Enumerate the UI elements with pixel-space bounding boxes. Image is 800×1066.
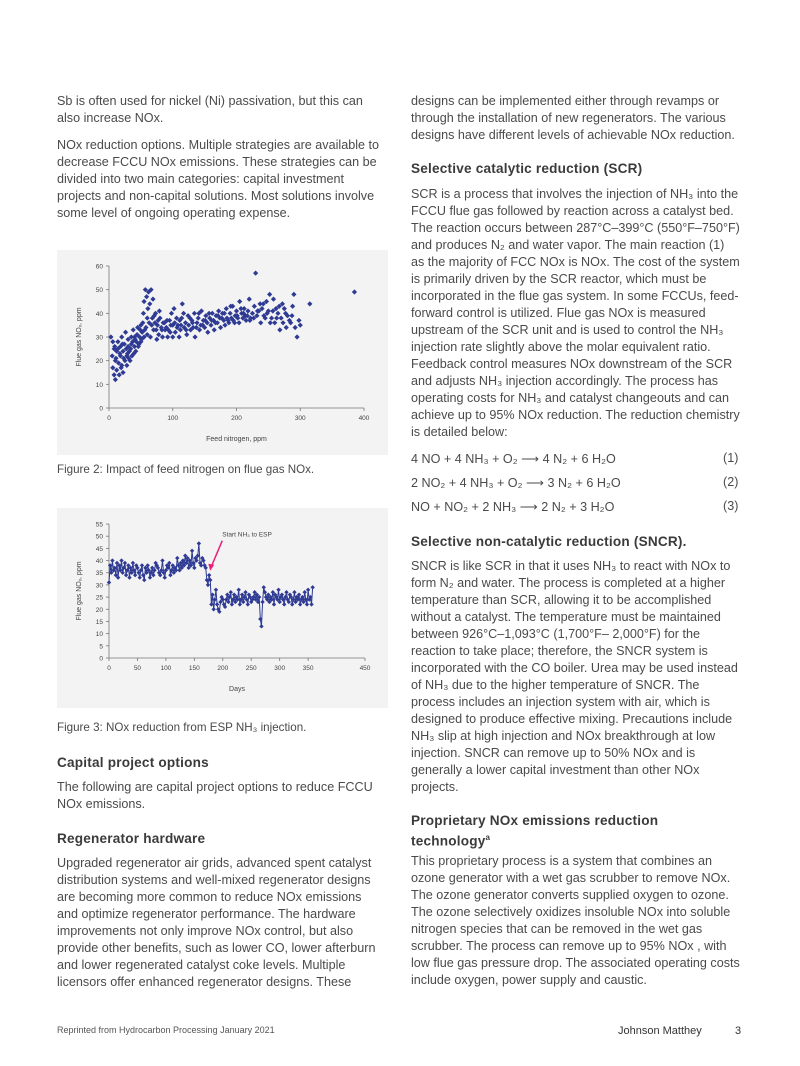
data-point [246, 602, 250, 606]
x-tick-label: 400 [358, 415, 370, 422]
data-point [133, 573, 137, 577]
data-point [228, 311, 233, 316]
data-point [168, 573, 172, 577]
data-point [141, 311, 146, 316]
annotation-arrow-line [211, 541, 222, 567]
data-point [271, 297, 276, 302]
y-tick-label: 5 [99, 643, 103, 651]
data-point [290, 304, 295, 309]
y-tick-label: 45 [95, 545, 103, 553]
equation-1-number: (1) [723, 451, 739, 465]
figure-3-caption: Figure 3: NOx reduction from ESP NH₃ injection. [57, 721, 307, 734]
data-point [181, 311, 186, 316]
x-axis-label: Feed nitrogen, ppm [206, 436, 267, 443]
data-point [119, 334, 124, 339]
data-point [124, 573, 128, 577]
data-point [177, 334, 182, 339]
data-point [173, 330, 178, 335]
equation-3-number: (3) [723, 499, 739, 513]
data-point [274, 315, 279, 320]
data-point [147, 301, 152, 306]
data-point [150, 297, 155, 302]
y-tick-label: 60 [95, 263, 103, 271]
footer-brand: Johnson Matthey [618, 1025, 702, 1037]
paragraph-regenerator-hardware: Upgraded regenerator air grids, advanced spent catalyst distribution systems and well-mixed regenerator designs are becoming more common to reduce NOx emissions and optimize regenerator performance. The hardware improvements not only improve NOx control, but also provide other benefits, such as lower CO, lower afterburn and lower regenerated catalyst coke levels. Multiple licensors offer enhanced regenerator designs. These [57, 856, 376, 989]
data-point [238, 306, 243, 311]
heading-scr: Selective catalytic reduction (SCR) [411, 161, 643, 176]
data-point [293, 325, 298, 330]
data-point [142, 578, 146, 582]
paragraph-scr: SCR is a process that involves the injection of NH₃ into the FCCU flue gas followed by reaction across a catalyst bed. The reaction occurs between 287°C–399°C (550°F–750°F) and produces N₂ and water vapor. The main reaction (1) as the majority of FCC NOx is NOx. The cost of the system is primarily driven by the SCR reactor, which must be incorporated in the flue gas system. In some FCCUs, feed-forward control is utilized. Flue gas NOx is measured upstream of the SCR unit and is used to control the NH₃ injection rate slightly above the molar equivalent ratio. Feedback control measures NOx downstream of the SCR and adjusts NH₃ injection accordingly. The process has operating costs for NH₃ and catalyst changeouts and can achieve up to 95% NOx reduction. The reduction chemistry is detailed below: [411, 187, 740, 439]
y-tick-label: 10 [95, 381, 103, 389]
y-tick-label: 40 [95, 310, 103, 318]
y-tick-label: 25 [95, 594, 103, 602]
data-point [207, 573, 211, 577]
data-point [190, 549, 194, 553]
data-point [140, 563, 144, 567]
data-point [257, 301, 262, 306]
data-point [131, 327, 136, 332]
x-tick-label: 100 [160, 665, 172, 672]
y-tick-label: 30 [95, 582, 103, 590]
data-point [309, 602, 313, 606]
data-point [160, 558, 164, 562]
data-point [138, 575, 142, 579]
paragraph-sncr: SNCR is like SCR in that it uses NH₃ to react with NOx to form N₂ and water. The process is completed at a higher temperature than SCR, allowing it to be accomplished without a catalyst. The temperature must be maintained between 926°C–1,093°C (1,700°F– 2,000°F) for the reaction to take place; therefore, the SNCR system is incorporated with the CO boiler. Urea may be used instead of NH₃ due to the higher temperature of SNCR. The process includes an injection system with air, which is designed to produce effective mixing. Precautions include NH₃ slip at high injection and NOx breakthrough at low injection. SNCR can remove up to 50% NOx and is generally a lower capital investment than other NOx projects. [411, 559, 738, 794]
y-tick-label: 50 [95, 287, 103, 295]
data-point [154, 337, 159, 342]
y-tick-label: 15 [95, 618, 103, 626]
data-point [237, 588, 241, 592]
data-point [252, 304, 257, 309]
equation-3: NO + NO₂ + 2 NH₃ ⟶ 2 N₂ + 3 H₂O [411, 500, 615, 514]
x-tick-label: 200 [217, 665, 229, 672]
data-point [234, 308, 239, 313]
y-tick-label: 10 [95, 631, 103, 639]
data-point [262, 585, 266, 589]
y-tick-label: 55 [95, 521, 103, 529]
data-point [211, 607, 215, 611]
data-point [110, 558, 114, 562]
data-point [289, 313, 294, 318]
data-point [163, 575, 167, 579]
heading-sncr: Selective non-catalytic reduction (SNCR). [411, 534, 687, 549]
heading-proprietary [411, 812, 711, 850]
heading-capital-projects: Capital project options [57, 755, 209, 770]
y-tick-label: 40 [95, 558, 103, 566]
data-point [284, 590, 288, 594]
data-point [123, 561, 127, 565]
x-tick-label: 150 [188, 665, 200, 672]
x-tick-label: 100 [167, 415, 179, 422]
data-point [290, 602, 294, 606]
footer-source: Reprinted from Hydrocarbon Processing January 2021 [57, 1025, 275, 1035]
data-point [205, 330, 210, 335]
data-point [192, 311, 197, 316]
data-point [259, 624, 263, 628]
data-point [197, 541, 201, 545]
data-point [275, 311, 280, 316]
x-tick-label: 0 [107, 415, 111, 422]
paragraph-sb-passivation: Sb is often used for nickel (Ni) passivation, but this can also increase NOx. [57, 94, 363, 125]
heading-regenerator-hardware: Regenerator hardware [57, 831, 206, 846]
data-point [123, 330, 128, 335]
data-point [302, 590, 306, 594]
annotation-arrow-head [208, 564, 214, 571]
data-point [230, 602, 234, 606]
data-point [124, 363, 129, 368]
paragraph-capital-projects: The following are capital project options to reduce FCCU NOx emissions. [57, 780, 373, 811]
data-point [192, 566, 196, 570]
data-point [280, 320, 285, 325]
equation-1: 4 NO + 4 NH₃ + O₂ ⟶ 4 N₂ + 6 H₂O [411, 452, 616, 466]
data-point [127, 575, 131, 579]
heading-proprietary-text: Proprietary NOx emissions reduction technology [411, 813, 659, 849]
y-tick-label: 20 [95, 358, 103, 366]
data-point [307, 301, 312, 306]
data-point [112, 372, 117, 377]
data-point [272, 602, 276, 606]
data-point [282, 306, 287, 311]
figure-2-chart [57, 250, 388, 455]
data-point [294, 334, 299, 339]
data-point [107, 580, 111, 584]
data-point [282, 602, 286, 606]
data-point [298, 323, 303, 328]
x-tick-label: 50 [133, 665, 142, 672]
y-tick-label: 0 [99, 655, 103, 663]
data-point [144, 294, 149, 299]
y-tick-label: 30 [95, 334, 103, 342]
data-point [291, 292, 296, 297]
data-point [238, 602, 242, 606]
data-point [131, 561, 135, 565]
data-point [110, 339, 115, 344]
data-point [268, 320, 273, 325]
x-tick-label: 300 [294, 415, 306, 422]
data-point [298, 602, 302, 606]
x-tick-label: 0 [107, 665, 111, 672]
data-point [145, 315, 150, 320]
data-point [148, 575, 152, 579]
data-point [224, 306, 229, 311]
data-point [113, 377, 118, 382]
series-line [109, 543, 313, 626]
data-point [253, 271, 258, 276]
data-point [296, 318, 301, 323]
equation-2-number: (2) [723, 475, 739, 489]
paragraph-proprietary: This proprietary process is a system that combines an ozone generator with a wet gas scrubber to remove NOx. The ozone generator converts supplied oxygen to ozone. The ozone selectively oxidizes insoluble NOx into soluble nitrogen species that can be removed in the wet gas scrubber. The process can remove up to 95% NOx , with low flue gas pressure drop. The associated operating costs include oxygen, power supply and caustic. [411, 854, 740, 987]
y-tick-label: 20 [95, 606, 103, 614]
footer-page-number: 3 [735, 1025, 742, 1037]
data-point [180, 301, 185, 306]
data-point [352, 289, 357, 294]
data-point [267, 292, 272, 297]
data-point [243, 590, 247, 594]
data-point [184, 332, 189, 337]
annotation-label: Start NH₃ to ESP [222, 531, 272, 539]
x-tick-label: 450 [359, 665, 371, 672]
data-point [306, 588, 310, 592]
data-point [269, 315, 274, 320]
data-point [169, 311, 174, 316]
y-tick-label: 50 [95, 533, 103, 541]
data-point [192, 334, 197, 339]
data-point [171, 306, 176, 311]
data-point [250, 311, 255, 316]
data-point [218, 325, 223, 330]
x-tick-label: 350 [302, 665, 314, 672]
x-tick-label: 250 [245, 665, 257, 672]
data-point [237, 299, 242, 304]
data-point [170, 334, 175, 339]
data-point [277, 327, 282, 332]
data-point [206, 583, 210, 587]
equation-2: 2 NO₂ + 4 NH₃ + O₂ ⟶ 3 N₂ + 6 H₂O [411, 476, 621, 490]
paragraph-nox-options: NOx reduction options. Multiple strategies are available to decrease FCCU NOx emissions. These strategies can be divided into two main categories: capital investment projects and non-capital solutions. Most solutions involve some level of ongoing operating expense. [57, 138, 380, 220]
data-point [276, 588, 280, 592]
x-axis-label: Days [229, 686, 245, 693]
data-point [292, 590, 296, 594]
data-point [119, 558, 123, 562]
y-tick-label: 0 [99, 405, 103, 413]
figure-3-line-plot [57, 508, 388, 708]
figure-3-chart [57, 508, 388, 708]
figure-2-scatter-plot [57, 250, 388, 455]
x-tick-label: 300 [274, 665, 286, 672]
data-point [212, 327, 217, 332]
data-point [229, 590, 233, 594]
data-point [236, 320, 241, 325]
data-point [272, 320, 277, 325]
x-tick-label: 200 [231, 415, 242, 422]
y-axis-label: Flue gas NOₓ, ppm [76, 307, 83, 367]
data-point [310, 585, 314, 589]
data-point [145, 306, 150, 311]
figure-2-caption: Figure 2: Impact of feed nitrogen on flue gas NOx. [57, 463, 315, 476]
data-point [279, 315, 284, 320]
data-point [196, 315, 201, 320]
y-axis-label: Flue gas NOₓ, ppm [76, 561, 83, 621]
data-point [141, 299, 146, 304]
y-tick-label: 35 [95, 570, 103, 578]
data-point [215, 602, 219, 606]
data-point [214, 588, 218, 592]
data-point [165, 334, 170, 339]
data-point [258, 320, 263, 325]
paragraph-designs: designs can be implemented either through revamps or through the installation of new regenerators. The various designs have different levels of achievable NOx reduction. [411, 94, 735, 142]
data-point [260, 600, 264, 604]
data-point [305, 602, 309, 606]
heading-proprietary-superscript: a [485, 833, 491, 842]
data-point [247, 297, 252, 302]
data-point [115, 339, 120, 344]
data-point [284, 325, 289, 330]
data-point [175, 556, 179, 560]
